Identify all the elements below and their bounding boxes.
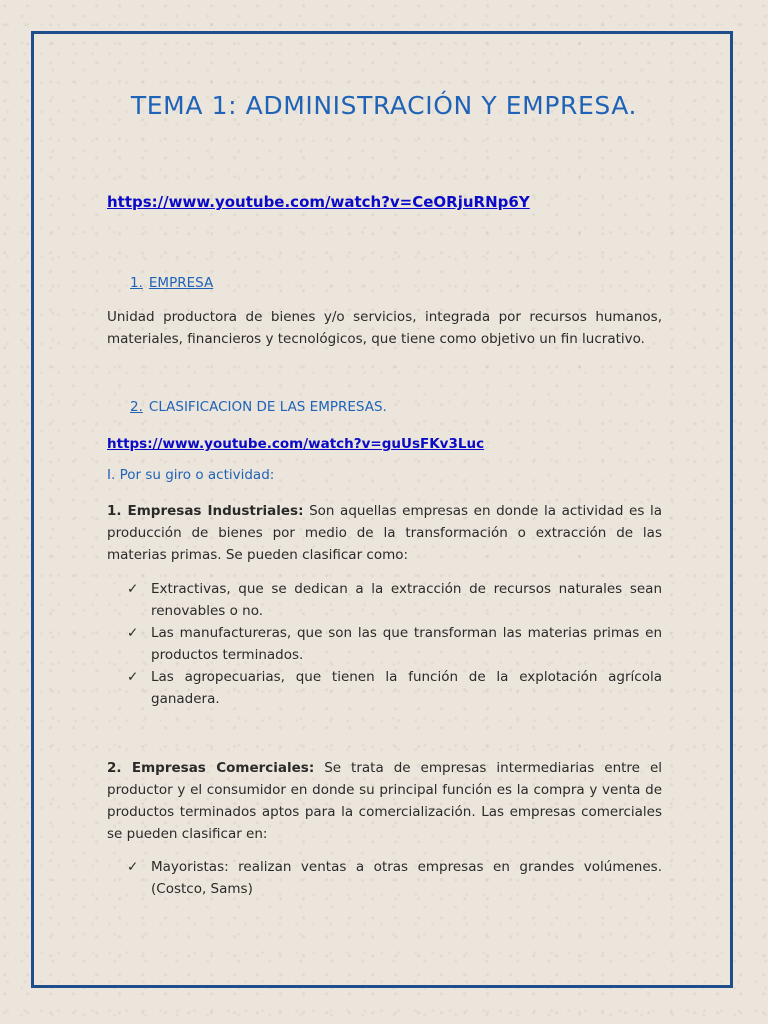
check-icon: ✓ [127, 581, 139, 597]
list-item-text: Las agropecuarias, que tienen la función de la explotación agrícola ganadera. [151, 669, 662, 707]
list-item [127, 856, 662, 900]
list-item [127, 578, 662, 622]
list-item-text: Mayoristas: realizan ventas a otras empresas en grandes volúmenes. (Costco, Sams) [151, 859, 662, 897]
comerciales-text: Se trata de empresas intermediarias entre el productor y el consumidor en donde su principal función es la compra y venta de productos terminados aptos para la comercialización. Las empresas comerciales se pueden clasificar en: [107, 760, 663, 842]
document-title: TEMA 1: ADMINISTRACIÓN Y EMPRESA. [130, 91, 638, 120]
subheading-giro: I. Por su giro o actividad: [107, 467, 275, 483]
comerciales-paragraph [107, 757, 662, 845]
check-icon: ✓ [127, 625, 139, 641]
section-2-title: CLASIFICACION DE LAS EMPRESAS. [148, 399, 387, 415]
section-2-heading [130, 399, 685, 415]
industriales-list [127, 578, 662, 710]
list-item [127, 666, 662, 710]
check-icon: ✓ [127, 859, 139, 875]
industriales-text: Son aquellas empresas en donde la actividad es la producción de bienes por medio de la transformación o extracción de las materias primas. Se pueden clasificar como: [107, 503, 662, 563]
check-icon: ✓ [127, 669, 139, 685]
list-item-text: Las manufactureras, que son las que transforman las materias primas en productos terminados. [151, 625, 662, 663]
comerciales-label: 2. Empresas Comerciales: [107, 760, 315, 776]
list-item-text: Extractivas, que se dedican a la extracción de recursos naturales sean renovables o no. [151, 581, 662, 619]
video-link-2-row [107, 433, 662, 452]
video-link-2[interactable]: https://www.youtube.com/watch?v=guUsFKv3Luc [107, 436, 485, 452]
list-item [127, 622, 662, 666]
video-link-1[interactable]: https://www.youtube.com/watch?v=CeORjuRNp6Y [107, 193, 530, 211]
section-1-title: EMPRESA [148, 275, 214, 291]
section-1-number: 1. [130, 275, 143, 291]
section-1-heading [130, 275, 685, 291]
section-2-number: 2. [130, 399, 143, 415]
section-1-text: Unidad productora de bienes y/o servicios, integrada por recursos humanos, materiales, financieros y tecnológicos, que tiene como objetivo un fin lucrativo. [107, 309, 662, 347]
video-link-1-row [107, 192, 662, 211]
comerciales-list [127, 856, 662, 900]
industriales-paragraph [107, 500, 662, 566]
industriales-label: 1. Empresas Industriales: [107, 503, 304, 519]
